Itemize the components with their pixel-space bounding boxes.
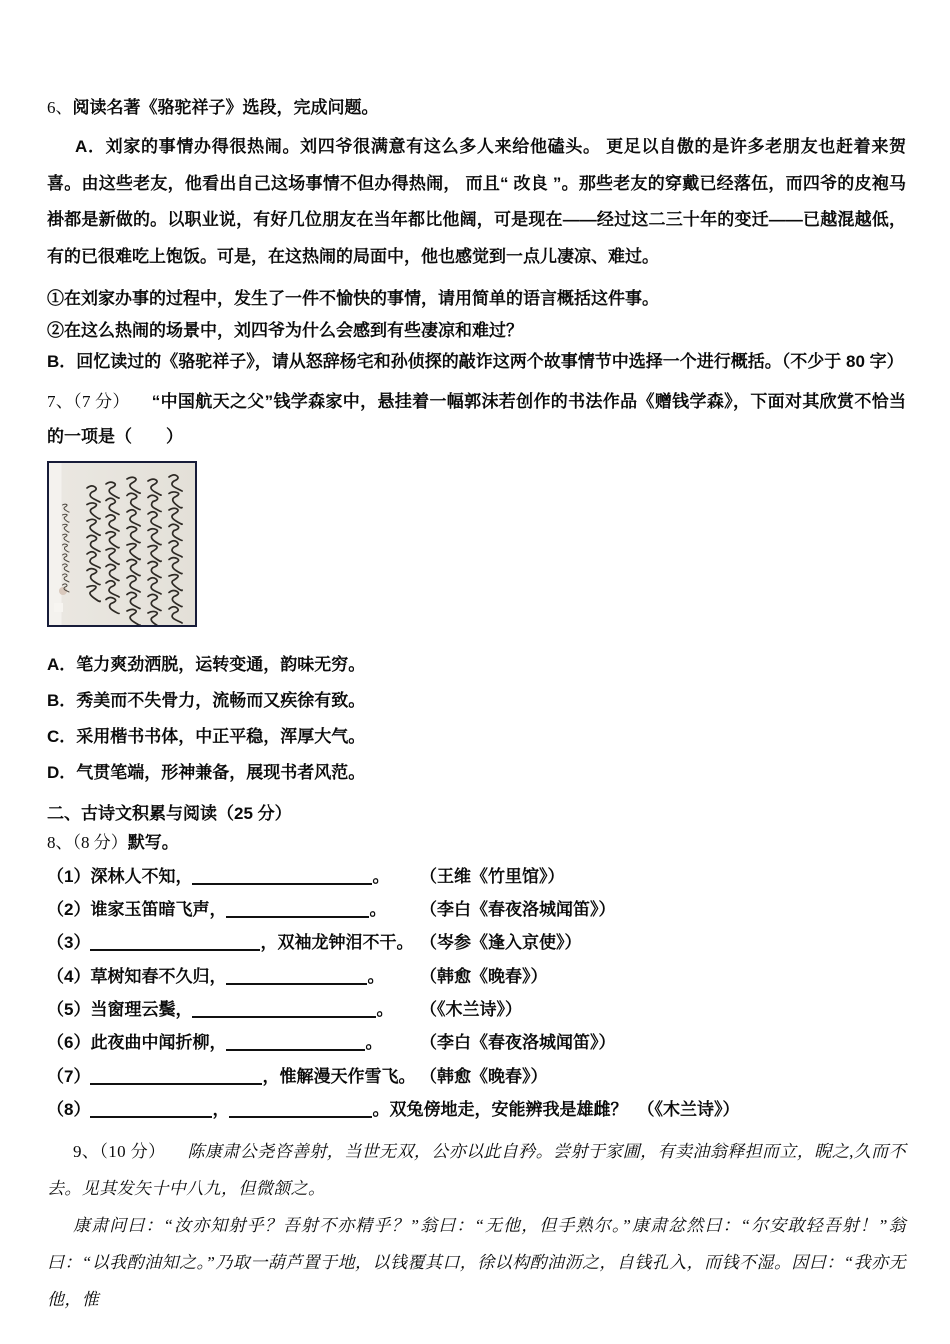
seal-mark: [59, 587, 67, 595]
calligraphy-stroke: [127, 526, 140, 542]
q7-option-b: B．秀美而不失骨力，流畅而又疾徐有致。: [47, 690, 366, 710]
calligraphy-stroke: [148, 594, 161, 610]
calligraphy-stroke: [169, 574, 182, 590]
calligraphy-stroke: [148, 495, 161, 511]
calligraphy-stroke: [127, 609, 140, 625]
calligraphy-stroke: [127, 575, 140, 591]
calligraphy-stroke: [127, 543, 140, 559]
calligraphy-stroke: [169, 606, 182, 622]
item-post-text: ，惟解漫天作雪飞。: [262, 1066, 416, 1086]
item-source: （《木兰诗》）: [420, 1000, 522, 1020]
q9-paragraph-1: [47, 1133, 906, 1207]
calligraphy-stroke: [87, 551, 100, 567]
item-post-text: 。: [365, 1033, 383, 1053]
item-pre-text: 此夜曲中闻折柳，: [90, 1033, 227, 1053]
item-number: （5）: [47, 1000, 91, 1020]
q7-stem: [47, 384, 906, 454]
item-pre-text: 当窗理云鬓，: [90, 1000, 193, 1020]
item-source: （韩愈《晚春》）: [420, 966, 548, 986]
calligraphy-stroke: [87, 568, 100, 584]
item-post-text: 。: [369, 899, 387, 919]
item-source: （王维《竹里馆》）: [420, 866, 565, 886]
calligraphy-stroke: [169, 491, 182, 507]
calligraphy-stroke: [169, 557, 182, 573]
item-source: （岑参《逢入京使》）: [420, 933, 582, 953]
signature-stroke: [63, 573, 70, 581]
calligraphy-stroke: [148, 611, 161, 625]
dictation-item-7: [47, 1060, 906, 1093]
dictation-item-4: [47, 960, 906, 993]
calligraphy-stroke: [87, 485, 100, 501]
dictation-item-8: [47, 1093, 906, 1126]
answer-blank: [90, 1070, 262, 1085]
calligraphy-stroke: [87, 535, 100, 551]
item-source: （李白《春夜洛城闻笛》）: [420, 899, 616, 919]
item-number: （4）: [47, 966, 91, 986]
calligraphy-stroke: [87, 519, 100, 535]
answer-blank: [192, 1003, 376, 1018]
q7-option-d: D．气贯笔端，形神兼备，展现书者风范。: [47, 762, 366, 782]
dictation-item-2: [47, 893, 906, 926]
q7-option-a: A．笔力爽劲洒脱，运转变通，韵味无穷。: [47, 654, 366, 674]
answer-blank: [226, 903, 369, 918]
calligraphy-stroke: [87, 585, 100, 601]
calligraphy-stroke: [127, 509, 140, 525]
calligraphy-stroke: [148, 561, 161, 577]
q9-paragraph-1-text: 陈康肃公尧咨善射，当世无双，公亦以此自矜。尝射于家圃，有卖油翁释担而立，睨之,久而不去。见其发矢十中八九，但微颔之。: [47, 1141, 906, 1198]
calligraphy-stroke: [106, 531, 119, 547]
dictation-item-1: [47, 860, 906, 893]
calligraphy-stroke: [169, 540, 182, 556]
signature-stroke: [63, 543, 70, 551]
calligraphy-stroke: [106, 580, 119, 596]
q6-subquestion-1: ①在刘家办事的过程中，发生了一件不愉快的事情，请用简单的语言概括这件事。: [47, 289, 659, 308]
q9-paragraph-2: 康肃问曰：“汝亦知射乎？吾射不亦精乎？”翁曰：“无他，但手熟尔。”康肃忿然曰：“尔安敢轻吾射！”翁曰：“以我酌油知之。”乃取一葫芦置于地，以钱覆其口，徐以构酌油沥之，自钱孔入，而钱不湿。因曰：“我亦无他，惟: [47, 1215, 906, 1309]
item-number: （6）: [47, 1033, 91, 1053]
calligraphy-stroke: [169, 474, 182, 490]
calligraphy-stroke: [106, 564, 119, 580]
dictation-list: [47, 860, 906, 1127]
signature-stroke: [63, 504, 70, 512]
q8-number: 8、（8 分）: [47, 832, 128, 852]
item-number: （8）: [47, 1100, 91, 1120]
calligraphy-stroke: [127, 559, 140, 575]
calligraphy-stroke: [148, 545, 161, 561]
calligraphy-stroke: [148, 479, 161, 495]
q6-subquestion-2: ②在这么热闹的场景中，刘四爷为什么会感到有些凄凉和难过？: [47, 320, 523, 340]
item-number: （7）: [47, 1066, 91, 1086]
calligraphy-stroke: [127, 493, 140, 509]
calligraphy-stroke: [106, 597, 119, 613]
item-source: （李白《春夜洛城闻笛》）: [420, 1033, 616, 1053]
item-post-text: 。: [372, 866, 390, 886]
item-source: （韩愈《晚春》）: [420, 1066, 548, 1086]
calligraphy-stroke: [169, 524, 182, 540]
answer-blank: [192, 870, 372, 885]
q7-number: 7、（7 分）: [47, 391, 130, 411]
signature-stroke: [63, 563, 70, 571]
answer-blank: [226, 970, 367, 985]
calligraphy-stroke: [106, 482, 119, 498]
signature-stroke: [63, 553, 70, 561]
calligraphy-strokes: [49, 463, 195, 625]
item-post-text: 。: [376, 1000, 394, 1020]
item-post-text: ，双袖龙钟泪不干。: [260, 933, 414, 953]
item-pre-text: 草树知春不久归，: [90, 966, 227, 986]
signature-stroke: [63, 524, 70, 532]
q8-title-text: 默写。: [127, 832, 179, 852]
calligraphy-stroke: [106, 548, 119, 564]
calligraphy-stroke: [106, 514, 119, 530]
calligraphy-stroke: [127, 592, 140, 608]
calligraphy-image: [47, 461, 197, 627]
answer-blank: [229, 1103, 372, 1118]
calligraphy-stroke: [87, 502, 100, 518]
q6-title-text: 阅读名著《骆驼祥子》选段，完成问题。: [72, 98, 379, 117]
answer-blank: [226, 1036, 365, 1051]
seal-label: [54, 603, 63, 612]
item-source: （《木兰诗》）: [637, 1100, 740, 1120]
item-mid-text: ，: [212, 1100, 230, 1120]
calligraphy-stroke: [169, 508, 182, 524]
answer-blank: [90, 936, 260, 951]
item-number: （2）: [47, 899, 91, 919]
q6-title: [47, 97, 906, 119]
calligraphy-stroke: [106, 498, 119, 514]
q6-number: 6、: [47, 98, 73, 117]
answer-blank: [90, 1103, 212, 1118]
item-post-text: 。: [367, 966, 385, 986]
dictation-item-3: [47, 926, 906, 959]
item-number: （1）: [47, 866, 91, 886]
calligraphy-stroke: [169, 590, 182, 606]
q7-options: [47, 647, 906, 791]
item-pre-text: 谁家玉笛暗飞声，: [90, 899, 227, 919]
q6-subquestion-b: B．回忆读过的《骆驼祥子》，请从怒辞杨宅和孙侦探的敲诈这两个故事情节中选择一个进行概括。（不少于 80 字）: [47, 352, 904, 371]
calligraphy-stroke: [148, 511, 161, 527]
q6-passage: A．刘家的事情办得很热闹。刘四爷很满意有这么多人来给他磕头。 更足以自傲的是许多老朋友也赶着来贺喜。由这些老友，他看出自己这场事情不但办得热闹， 而且“ 改良 ”。那些老友的穿戴已经落伍，而四爷的皮袍马褂都是新做的。以职业说，有好几位朋友在当年都比他阔，可是现在——经过这二三十年的变迁——已越混越低，有的已很难吃上饱饭。可是，在这热闹的局面中，他也感觉到一点儿凄凉、难过。: [47, 137, 906, 266]
q7-option-c: C．采用楷书书体，中正平稳，浑厚大气。: [47, 726, 366, 746]
q7-stem-text: “中国航天之父”钱学森家中，悬挂着一幅郭沫若创作的书法作品《赠钱学森》，下面对其欣赏不恰当的一项是（ ）: [47, 391, 907, 446]
calligraphy-stroke: [148, 577, 161, 593]
calligraphy-stroke: [127, 477, 140, 493]
q8-stem: [47, 829, 906, 856]
dictation-item-5: [47, 993, 906, 1026]
calligraphy-stroke: [148, 528, 161, 544]
q9-number: 9、（10 分）: [73, 1141, 166, 1161]
item-pre-text: 深林人不知，: [90, 866, 193, 886]
section2-heading: 二、古诗文积累与阅读（25 分）: [47, 803, 292, 823]
item-post-text: 。双兔傍地走，安能辨我是雄雌？: [372, 1100, 628, 1120]
item-number: （3）: [47, 933, 91, 953]
signature-stroke: [63, 534, 70, 542]
signature-stroke: [63, 514, 70, 522]
dictation-item-6: [47, 1026, 906, 1059]
